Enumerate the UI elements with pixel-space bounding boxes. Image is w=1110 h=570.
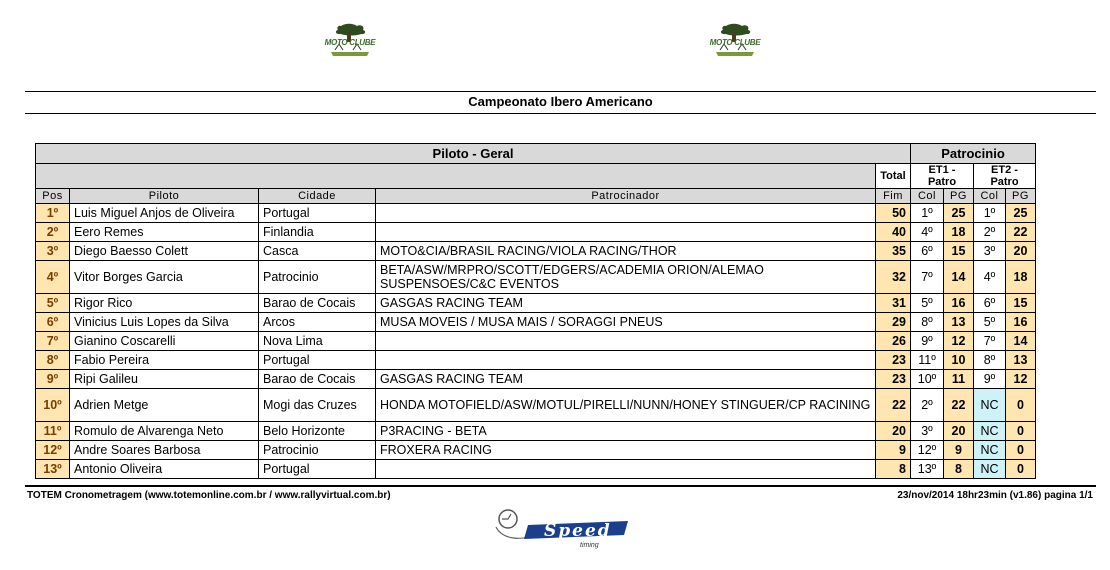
table-row [36, 460, 1036, 479]
table-row [36, 242, 1036, 261]
cell-patrocinador: FROXERA RACING [376, 441, 876, 460]
cell-pg-et2: 0 [1006, 441, 1036, 460]
cell-fim: 23 [876, 370, 911, 389]
cell-pg-et1: 18 [944, 223, 974, 242]
cell-patrocinador: GASGAS RACING TEAM [376, 370, 876, 389]
table-row [36, 332, 1036, 351]
cell-piloto: Diego Baesso Colett [70, 242, 259, 261]
cell-fim: 8 [876, 460, 911, 479]
moto-clube-logo-text: MOTO CLUBE [324, 38, 376, 47]
column-header-col-et2: Col [974, 189, 1006, 204]
cell-col-et1: 10º [911, 370, 944, 389]
cell-pg-et2: 0 [1006, 422, 1036, 441]
cell-pg-et2: 25 [1006, 204, 1036, 223]
cell-pos: 13º [36, 460, 70, 479]
cell-pg-et1: 8 [944, 460, 974, 479]
column-header-fim: Fim [876, 189, 911, 204]
cell-pg-et1: 13 [944, 313, 974, 332]
cell-pg-et1: 10 [944, 351, 974, 370]
cell-patrocinador: HONDA MOTOFIELD/ASW/MOTUL/PIRELLI/NUNN/HONEY STINGUER/CP RACINING [376, 389, 876, 422]
table-row [36, 351, 1036, 370]
table-row [36, 261, 1036, 294]
cell-piloto: Fabio Pereira [70, 351, 259, 370]
speed-logo-text: Speed [544, 521, 612, 541]
cell-fim: 23 [876, 351, 911, 370]
cell-col-et2: NC [974, 389, 1006, 422]
cell-fim: 32 [876, 261, 911, 294]
moto-clube-logo-text: MOTO CLUBE [709, 38, 761, 47]
cell-patrocinador: P3RACING - BETA [376, 422, 876, 441]
cell-col-et2: 6º [974, 294, 1006, 313]
cell-col-et1: 12º [911, 441, 944, 460]
table-row [36, 223, 1036, 242]
cell-pg-et2: 14 [1006, 332, 1036, 351]
cell-cidade: Nova Lima [259, 332, 376, 351]
cell-col-et2: 4º [974, 261, 1006, 294]
cell-col-et1: 7º [911, 261, 944, 294]
column-header-cidade: Cidade [259, 189, 376, 204]
cell-col-et2: 1º [974, 204, 1006, 223]
cell-patrocinador [376, 460, 876, 479]
moto-clube-logo-left [323, 22, 377, 60]
column-header-patrocinador: Patrocinador [376, 189, 876, 204]
cell-patrocinador: BETA/ASW/MRPRO/SCOTT/EDGERS/ACADEMIA ORION/ALEMAO SUSPENSOES/C&C EVENTOS [376, 261, 876, 294]
cell-cidade: Patrocinio [259, 441, 376, 460]
cell-piloto: Adrien Metge [70, 389, 259, 422]
cell-col-et2: 2º [974, 223, 1006, 242]
cell-col-et2: 9º [974, 370, 1006, 389]
cell-col-et1: 1º [911, 204, 944, 223]
cell-col-et1: 8º [911, 313, 944, 332]
cell-patrocinador [376, 332, 876, 351]
table-row [36, 422, 1036, 441]
cell-pos: 7º [36, 332, 70, 351]
cell-col-et2: NC [974, 422, 1006, 441]
cell-col-et1: 3º [911, 422, 944, 441]
cell-pg-et2: 18 [1006, 261, 1036, 294]
table-row [36, 370, 1036, 389]
title-rule-bottom [25, 113, 1096, 114]
cell-fim: 22 [876, 389, 911, 422]
cell-fim: 31 [876, 294, 911, 313]
cell-fim: 29 [876, 313, 911, 332]
cell-pg-et1: 20 [944, 422, 974, 441]
cell-piloto: Romulo de Alvarenga Neto [70, 422, 259, 441]
cell-patrocinador: MUSA MOVEIS / MUSA MAIS / SORAGGI PNEUS [376, 313, 876, 332]
cell-cidade: Arcos [259, 313, 376, 332]
moto-clube-logo-right [708, 22, 762, 60]
subheader-et2: ET2 - Patro [974, 164, 1036, 189]
cell-patrocinador [376, 351, 876, 370]
cell-pos: 3º [36, 242, 70, 261]
cell-col-et1: 9º [911, 332, 944, 351]
footer-timestamp: 23/nov/2014 18hr23min (v1.86) pagina 1/1 [897, 490, 1093, 501]
cell-pg-et1: 15 [944, 242, 974, 261]
cell-piloto: Rigor Rico [70, 294, 259, 313]
speed-timing-logo [488, 505, 633, 551]
cell-col-et1: 11º [911, 351, 944, 370]
cell-pg-et1: 25 [944, 204, 974, 223]
column-header-col-et1: Col [911, 189, 944, 204]
cell-piloto: Andre Soares Barbosa [70, 441, 259, 460]
table-row [36, 313, 1036, 332]
cell-pg-et1: 14 [944, 261, 974, 294]
cell-piloto: Gianino Coscarelli [70, 332, 259, 351]
table-row [36, 204, 1036, 223]
cell-patrocinador [376, 223, 876, 242]
cell-patrocinador: GASGAS RACING TEAM [376, 294, 876, 313]
cell-patrocinador [376, 204, 876, 223]
cell-col-et1: 5º [911, 294, 944, 313]
group-header-patrocinio: Patrocinio [911, 144, 1036, 164]
table-row [36, 294, 1036, 313]
cell-pg-et2: 20 [1006, 242, 1036, 261]
cell-cidade: Portugal [259, 351, 376, 370]
column-header-pos: Pos [36, 189, 70, 204]
column-header-pg-et2: PG [1006, 189, 1036, 204]
cell-col-et1: 6º [911, 242, 944, 261]
page-title: Campeonato Ibero Americano [468, 94, 653, 109]
cell-cidade: Portugal [259, 204, 376, 223]
cell-pg-et2: 13 [1006, 351, 1036, 370]
cell-col-et2: NC [974, 460, 1006, 479]
cell-piloto: Luis Miguel Anjos de Oliveira [70, 204, 259, 223]
cell-pos: 9º [36, 370, 70, 389]
cell-pg-et2: 22 [1006, 223, 1036, 242]
subheader-blank [36, 164, 876, 189]
table-row [36, 441, 1036, 460]
group-header-piloto: Piloto - Geral [36, 144, 911, 164]
cell-piloto: Antonio Oliveira [70, 460, 259, 479]
cell-fim: 35 [876, 242, 911, 261]
cell-cidade: Patrocinio [259, 261, 376, 294]
cell-col-et2: 5º [974, 313, 1006, 332]
cell-col-et1: 13º [911, 460, 944, 479]
cell-pg-et1: 16 [944, 294, 974, 313]
cell-pos: 8º [36, 351, 70, 370]
cell-pg-et2: 16 [1006, 313, 1036, 332]
cell-pg-et2: 12 [1006, 370, 1036, 389]
cell-pg-et2: 15 [1006, 294, 1036, 313]
cell-cidade: Casca [259, 242, 376, 261]
cell-cidade: Belo Horizonte [259, 422, 376, 441]
title-rule-top [25, 91, 1096, 92]
cell-fim: 40 [876, 223, 911, 242]
cell-cidade: Portugal [259, 460, 376, 479]
cell-col-et1: 4º [911, 223, 944, 242]
cell-cidade: Barao de Cocais [259, 370, 376, 389]
cell-pos: 1º [36, 204, 70, 223]
cell-patrocinador: MOTO&CIA/BRASIL RACING/VIOLA RACING/THOR [376, 242, 876, 261]
cell-cidade: Barao de Cocais [259, 294, 376, 313]
cell-col-et2: 3º [974, 242, 1006, 261]
subheader-total: Total [876, 164, 911, 189]
cell-pos: 4º [36, 261, 70, 294]
table-row [36, 389, 1036, 422]
cell-fim: 26 [876, 332, 911, 351]
cell-fim: 20 [876, 422, 911, 441]
speed-logo-subtext: timing [580, 542, 599, 549]
cell-piloto: Ripi Galileu [70, 370, 259, 389]
cell-piloto: Eero Remes [70, 223, 259, 242]
cell-pg-et2: 0 [1006, 389, 1036, 422]
footer-rule [25, 485, 1096, 487]
cell-pg-et1: 12 [944, 332, 974, 351]
cell-pos: 10º [36, 389, 70, 422]
cell-piloto: Vinicius Luis Lopes da Silva [70, 313, 259, 332]
cell-cidade: Finlandia [259, 223, 376, 242]
cell-pos: 6º [36, 313, 70, 332]
cell-pos: 12º [36, 441, 70, 460]
cell-cidade: Mogi das Cruzes [259, 389, 376, 422]
results-table [35, 143, 1036, 479]
cell-pg-et2: 0 [1006, 460, 1036, 479]
cell-col-et2: NC [974, 441, 1006, 460]
cell-pg-et1: 9 [944, 441, 974, 460]
cell-col-et2: 8º [974, 351, 1006, 370]
cell-fim: 9 [876, 441, 911, 460]
cell-pos: 2º [36, 223, 70, 242]
cell-col-et1: 2º [911, 389, 944, 422]
column-header-pg-et1: PG [944, 189, 974, 204]
subheader-et1: ET1 - Patro [911, 164, 974, 189]
cell-piloto: Vitor Borges Garcia [70, 261, 259, 294]
cell-fim: 50 [876, 204, 911, 223]
cell-col-et2: 7º [974, 332, 1006, 351]
cell-pg-et1: 22 [944, 389, 974, 422]
footer-credit: TOTEM Cronometragem (www.totemonline.com.br / www.rallyvirtual.com.br) [27, 490, 391, 501]
column-header-piloto: Piloto [70, 189, 259, 204]
cell-pos: 5º [36, 294, 70, 313]
cell-pos: 11º [36, 422, 70, 441]
cell-pg-et1: 11 [944, 370, 974, 389]
